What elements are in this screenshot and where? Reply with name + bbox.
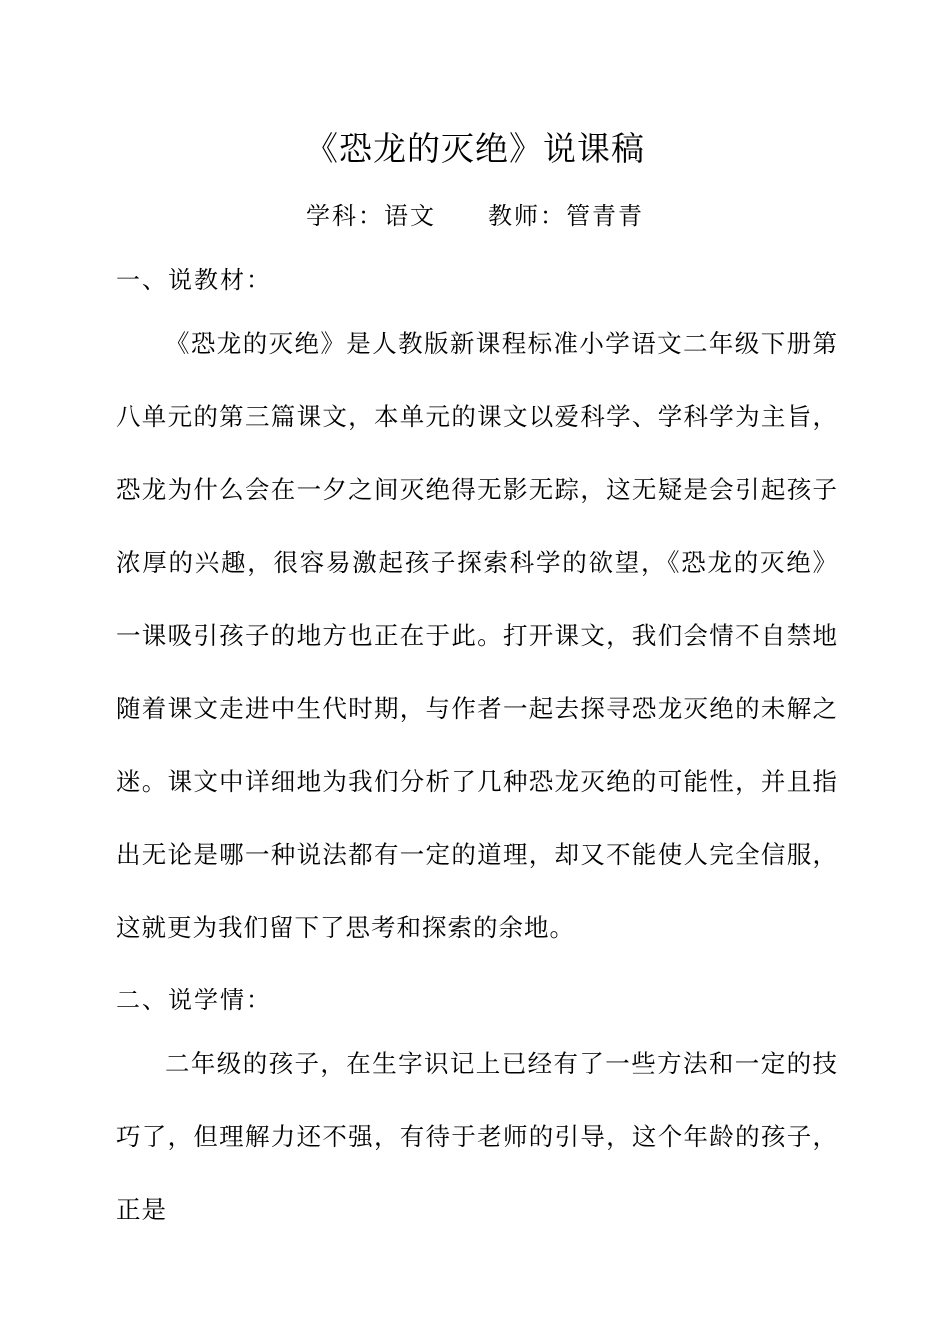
section-heading-students: 二、说学情： (116, 986, 272, 1014)
section-paragraph-students: 二年级的孩子，在生字识记上已经有了一些方法和一定的技巧了，但理解力还不强，有待于老师的引导，这个年龄的孩子，正是 (116, 1049, 838, 1224)
teacher-label: 教师：管青青 (488, 202, 644, 230)
section-heading-materials: 一、说教材： (116, 266, 272, 294)
document-title: 《恐龙的灭绝》说课稿 (305, 129, 645, 168)
document-meta (0, 196, 950, 236)
section-paragraph-materials: 《恐龙的灭绝》是人教版新课程标准小学语文二年级下册第八单元的第三篇课文，本单元的课文以爱科学、学科学为主旨，恐龙为什么会在一夕之间灭绝得无影无踪，这无疑是会引起孩子浓厚的兴趣，很容易激起孩子探索科学的欲望，《恐龙的灭绝》一课吸引孩子的地方也正在于此。打开课文，我们会情不自禁地随着课文走进中生代时期，与作者一起去探寻恐龙灭绝的未解之迷。课文中详细地为我们分析了几种恐龙灭绝的可能性，并且指出无论是哪一种说法都有一定的道理，却又不能使人完全信服，这就更为我们留下了思考和探索的余地。 (116, 329, 838, 942)
subject-label: 学科：语文 (306, 202, 436, 230)
